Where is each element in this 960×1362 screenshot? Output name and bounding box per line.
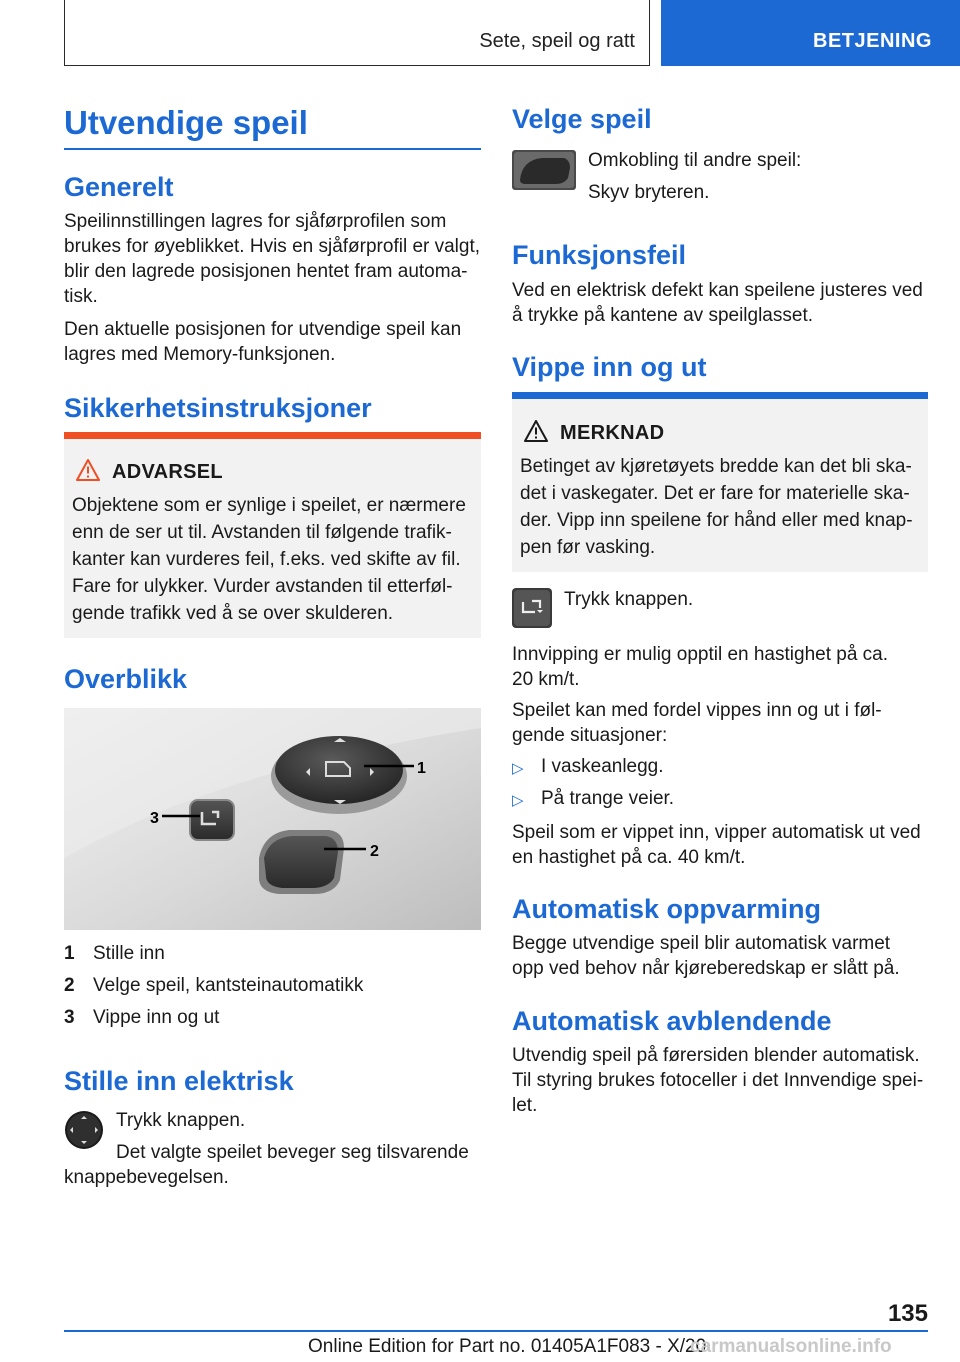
title-rule xyxy=(64,148,481,150)
fold-paragraph-3: Speil som er vippet inn, vipper automatisk ut ved en hastighet på ca. 40 km/t. xyxy=(512,822,921,868)
footer-edition: Online Edition for Part no. 01405A1F083 - X/20 xyxy=(308,1336,707,1357)
watermark: carmanualsonline.info xyxy=(690,1336,892,1357)
heading-fault: Funksjonsfeil xyxy=(512,240,687,270)
warning-title: ADVARSEL xyxy=(112,461,223,483)
electric-line-1: Trykk knappen. xyxy=(116,1110,246,1131)
header-chapter-tab[interactable] xyxy=(661,0,960,66)
adjust-knob-icon xyxy=(64,1110,104,1150)
heating-paragraph: Begge utvendige speil blir automatisk varmet opp ved behov når kjøreberedskap er slått på. xyxy=(512,933,900,979)
heading-safety: Sikkerhetsinstruksjoner xyxy=(64,393,372,423)
page-title: Utvendige speil xyxy=(64,104,308,141)
dimming-paragraph: Utvendig speil på førersiden blender automatisk. Til styring brukes fotoceller i det Innvendige spei- let. xyxy=(512,1045,924,1116)
select-line-1: Omkobling til andre speil: xyxy=(588,150,802,171)
callout-3: 3 xyxy=(150,810,159,827)
bullet-icon: ▷ xyxy=(512,760,524,777)
fold-paragraph-2: Speilet kan med fordel vippes inn og ut i føl- gende situasjoner: xyxy=(512,700,882,746)
generelt-paragraph-2: Den aktuelle posisjonen for utvendige speil kan lagres med Memory-funksjonen. xyxy=(64,319,462,365)
generelt-paragraph-1: Speilinnstillingen lagres for sjåførprofilen som brukes for øyeblikket. Hvis en sjåførprofil er valgt, blir den lagrede posisjonen hentet fram automa- tisk. xyxy=(64,211,481,307)
callout-2: 2 xyxy=(370,843,379,860)
note-title: MERKNAD xyxy=(560,422,665,444)
bullet-icon: ▷ xyxy=(512,792,524,809)
heading-overview: Overblikk xyxy=(64,664,188,694)
electric-line-3: knappebevegelsen. xyxy=(64,1167,229,1188)
warning-box xyxy=(64,432,481,638)
fault-paragraph: Ved en elektrisk defekt kan speilene justeres ved å trykke på kantene av speilglasset. xyxy=(512,280,923,326)
note-text: Betinget av kjøretøyets bredde kan det bli ska- det i vaskegater. Det er fare for materielle ska- der. Vipp inn speilene for hånd eller med knap- pen før vasking. xyxy=(520,456,913,558)
page-number: 135 xyxy=(887,1300,928,1327)
heading-generelt: Generelt xyxy=(64,172,174,202)
electric-line-2: Det valgte speilet beveger seg tilsvarende xyxy=(116,1142,469,1163)
header-section-box xyxy=(64,0,650,66)
callout-1: 1 xyxy=(417,760,426,777)
note-triangle-icon xyxy=(524,420,548,442)
heading-fold: Vippe inn og ut xyxy=(512,352,707,382)
heading-electric: Stille inn elektrisk xyxy=(64,1066,294,1096)
footer-rule xyxy=(64,1330,928,1332)
mirror-controls-illustration xyxy=(64,708,481,930)
header-chapter-title: BETJENING xyxy=(813,30,932,52)
warning-bar xyxy=(64,432,481,439)
warning-triangle-icon xyxy=(76,459,100,481)
select-line-2: Skyv bryteren. xyxy=(588,182,710,203)
mirror-switch-icon xyxy=(512,150,576,190)
fold-press-text: Trykk knappen. xyxy=(564,589,694,610)
heading-dimming: Automatisk avblendende xyxy=(512,1006,832,1036)
heading-heating: Automatisk oppvarming xyxy=(512,894,822,924)
fold-paragraph-1: Innvipping er mulig opptil en hastighet på ca. 20 km/t. xyxy=(512,644,889,690)
warning-text: Objektene som er synlige i speilet, er nærmere enn de ser ut til. Avstanden til følgende trafik- kanter kan vurderes feil, f.eks. ved skifte av fil. Fare for ulykker. Vurder avstanden til etterføl- gende trafikk ved å se over skulderen. xyxy=(72,495,466,624)
note-bar xyxy=(512,392,928,399)
fold-mirror-button-icon xyxy=(512,588,552,628)
header-section-title: Sete, speil og ratt xyxy=(479,30,635,52)
heading-select-mirror: Velge speil xyxy=(512,104,652,134)
note-box xyxy=(512,392,928,572)
